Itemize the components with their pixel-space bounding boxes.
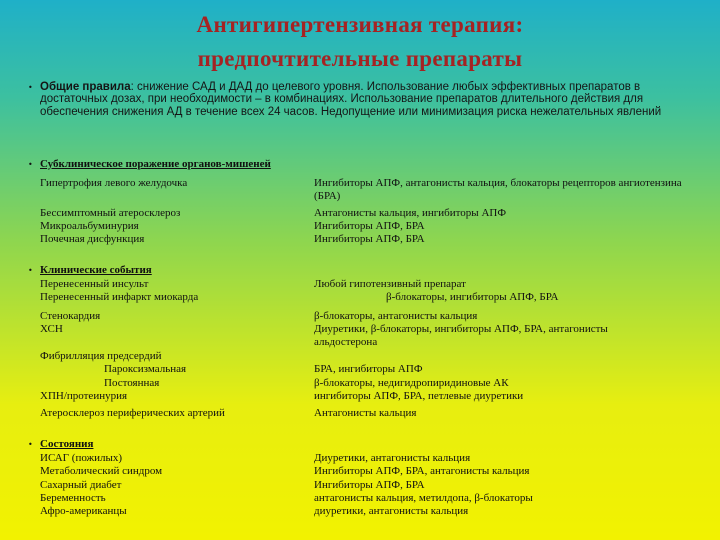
- row-condition: Постоянная: [104, 377, 160, 389]
- row-therapy: Любой гипотензивный препарат: [314, 278, 466, 290]
- row-condition: Микроальбуминурия: [40, 220, 139, 232]
- row-condition: Афро-американцы: [40, 505, 127, 517]
- bullet-events: •: [28, 266, 33, 275]
- bullet-conditions: •: [28, 440, 33, 449]
- row-condition: ХСН: [40, 323, 63, 335]
- row-therapy: Ингибиторы АПФ, БРА, антагонисты кальция: [314, 465, 530, 477]
- section-header-conditions: Состояния: [40, 438, 94, 450]
- row-therapy: диуретики, антагонисты кальция: [314, 505, 469, 517]
- general-rules-paragraph: [40, 81, 700, 118]
- row-condition: Беременность: [40, 492, 106, 504]
- bullet-organs: •: [28, 160, 33, 169]
- row-therapy: β-блокаторы, ингибиторы АПФ, БРА: [386, 291, 559, 303]
- section-header-organs: Субклиническое поражение органов-мишеней: [40, 158, 271, 170]
- title-line-1: Антигипертензивная терапия:: [196, 12, 524, 37]
- row-therapy: ингибиторы АПФ, БРА, петлевые диуретики: [314, 390, 524, 402]
- page-title: [0, 8, 720, 76]
- row-therapy: β-блокаторы, антагонисты кальция: [314, 310, 478, 322]
- row-therapy: Антагонисты кальция, ингибиторы АПФ: [314, 207, 507, 219]
- row-condition: ИСАГ (пожилых): [40, 452, 123, 464]
- row-condition: Почечная дисфункция: [40, 233, 145, 245]
- row-therapy: Антагонисты кальция: [314, 407, 417, 419]
- general-rules-text: : снижение САД и ДАД до целевого уровня. Использование любых эффективных препаратов в достаточных дозах, при необходимости – в комбинациях. Использование препаратов длительного действия для обеспечения снижения АД в течение всех 24 часов. Недопущение или минимизация риска нежелательных явлений: [40, 81, 662, 118]
- row-condition: Перенесенный инфаркт миокарда: [40, 291, 199, 303]
- row-therapy: Ингибиторы АПФ, БРА: [314, 220, 425, 232]
- row-condition: Стенокардия: [40, 310, 101, 322]
- row-condition: Гипертрофия левого желудочка: [40, 177, 188, 189]
- row-therapy: Диуретики, антагонисты кальция: [314, 452, 471, 464]
- row-therapy: Ингибиторы АПФ, БРА: [314, 233, 425, 245]
- row-condition: Бессимптомный атеросклероз: [40, 207, 181, 219]
- row-therapy: Ингибиторы АПФ, антагонисты кальция, блокаторы рецепторов ангиотензина (БРА): [314, 177, 682, 202]
- row-condition: Пароксизмальная: [104, 363, 187, 375]
- row-therapy: Ингибиторы АПФ, БРА: [314, 479, 425, 491]
- section-header-events: Клинические события: [40, 264, 152, 276]
- row-condition: ХПН/протеинурия: [40, 390, 128, 402]
- row-condition: Атеросклероз периферических артерий: [40, 407, 225, 419]
- bullet-general: •: [28, 83, 33, 92]
- row-condition: Фибрилляция предсердий: [40, 350, 162, 362]
- row-therapy: β-блокаторы, недигидропиридиновые АК: [314, 377, 509, 389]
- general-rules-label: Общие правила: [40, 81, 131, 93]
- row-therapy: антагонисты кальция, метилдопа, β-блокаторы: [314, 492, 533, 504]
- title-line-2: предпочтительные препараты: [197, 46, 523, 71]
- row-therapy: Диуретики, β-блокаторы, ингибиторы АПФ, БРА, антагонисты альдостерона: [314, 323, 608, 348]
- row-therapy: БРА, ингибиторы АПФ: [314, 363, 423, 375]
- row-condition: Сахарный диабет: [40, 479, 122, 491]
- row-condition: Перенесенный инсульт: [40, 278, 149, 290]
- row-condition: Метаболический синдром: [40, 465, 163, 477]
